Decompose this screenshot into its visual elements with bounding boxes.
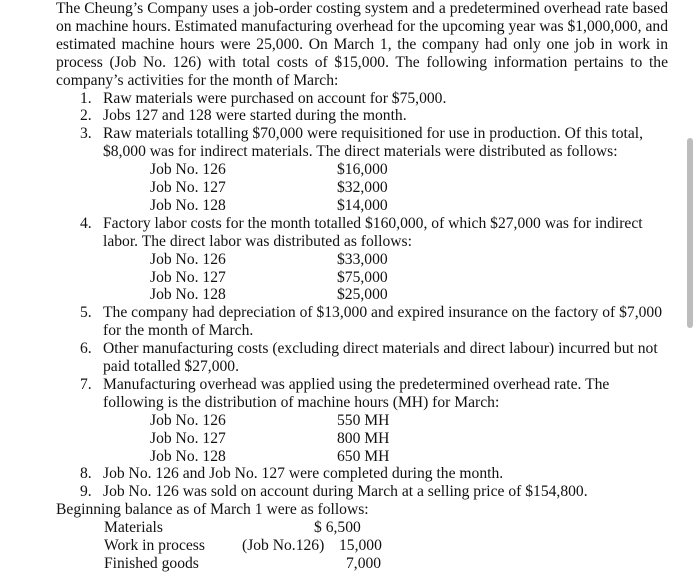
- list-item-3: [56, 125, 668, 161]
- job-label: Job No. 126: [150, 161, 226, 179]
- materials-row: [56, 161, 668, 179]
- list-item-4: [56, 215, 668, 251]
- list-item-9: [56, 483, 668, 501]
- balance-amount: 7,000: [346, 554, 382, 572]
- machine-hours-row: [56, 412, 668, 430]
- vertical-scrollbar[interactable]: [687, 138, 693, 328]
- item-text: Other manufacturing costs (excluding direct materials and direct labour) incurred but not paid totalled $27,000.: [103, 340, 658, 376]
- list-item-8: [56, 465, 668, 483]
- list-item-1: [56, 90, 668, 108]
- document-body: [56, 0, 668, 573]
- labor-row: [56, 251, 668, 269]
- balance-label: Finished goods: [104, 554, 199, 572]
- balance-amount: 15,000: [339, 537, 382, 555]
- item-number: 3.: [80, 125, 92, 143]
- job-label: Job No. 127: [150, 268, 226, 286]
- job-amount: $75,000: [337, 268, 388, 286]
- labor-row: [56, 286, 668, 304]
- item-number: 8.: [80, 465, 92, 483]
- job-amount: $16,000: [337, 161, 388, 179]
- item-text: Job No. 126 was sold on account during March at a selling price of $154,800.: [103, 483, 588, 501]
- item-number: 7.: [80, 375, 92, 393]
- item-text: Job No. 126 and Job No. 127 were completed during the month.: [103, 465, 504, 483]
- balance-amount: $ 6,500: [314, 519, 361, 537]
- item-number: 4.: [80, 214, 92, 232]
- beginning-balance-row: [56, 537, 668, 555]
- beginning-balance-row: [56, 519, 668, 537]
- list-item-7: [56, 376, 668, 412]
- list-item-6: [56, 340, 668, 376]
- job-label: Job No. 128: [150, 286, 226, 304]
- beginning-balance-row: [56, 555, 668, 573]
- job-amount: $25,000: [337, 286, 388, 304]
- item-number: 1.: [80, 89, 92, 107]
- item-number: 5.: [80, 304, 92, 322]
- job-label: Job No. 128: [150, 447, 226, 465]
- labor-row: [56, 269, 668, 287]
- item-text: Jobs 127 and 128 were started during the month.: [103, 107, 407, 125]
- machine-hours-row: [56, 430, 668, 448]
- job-label: Job No. 127: [150, 179, 226, 197]
- job-label: Job No. 126: [150, 250, 226, 268]
- item-number: 9.: [80, 483, 92, 501]
- job-amount: $33,000: [337, 250, 388, 268]
- machine-hours-row: [56, 448, 668, 466]
- balance-note: (Job No.126): [242, 537, 325, 555]
- item-text: Manufacturing overhead was applied using the predetermined overhead rate. The following is the distribution of machine hours (MH) for March:: [103, 375, 610, 411]
- balance-label: Work in process: [104, 537, 205, 555]
- job-label: Job No. 126: [150, 411, 226, 429]
- job-hours: 650 MH: [337, 447, 390, 465]
- item-number: 2.: [80, 107, 92, 125]
- materials-row: [56, 197, 668, 215]
- balance-label: Materials: [104, 519, 163, 537]
- item-number: 6.: [80, 340, 92, 358]
- beginning-balance-heading: Beginning balance as of March 1 were as follows:: [56, 501, 369, 519]
- job-hours: 800 MH: [337, 429, 390, 447]
- list-item-2: [56, 107, 668, 125]
- job-label: Job No. 128: [150, 196, 226, 214]
- list-item-5: [56, 304, 668, 340]
- job-amount: $32,000: [337, 179, 388, 197]
- item-text: Factory labor costs for the month totalled $160,000, of which $27,000 was for indirect labor. The direct labor was distributed as follows:: [103, 214, 643, 250]
- item-text: Raw materials were purchased on account for $75,000.: [103, 89, 447, 107]
- item-text: Raw materials totalling $70,000 were requisitioned for use in production. Of this total, $8,000 was for indirect materials. The direct materials were distributed as follows:: [103, 125, 644, 161]
- item-text: The company had depreciation of $13,000 and expired insurance on the factory of $7,000 for the month of March.: [103, 304, 663, 340]
- job-label: Job No. 127: [150, 429, 226, 447]
- intro-paragraph: The Cheung’s Company uses a job-order costing system and a predetermined overhead rate based on machine hours. Estimated manufacturing overhead for the upcoming year was $1,000,000, and estimated machine hours were 25,000. On March 1, the company had only one job in work in process (Job No. 126) with total costs of $15,000. The following information pertains to the company’s activities for the month of March:: [56, 0, 668, 89]
- job-hours: 550 MH: [337, 411, 390, 429]
- job-amount: $14,000: [337, 196, 388, 214]
- materials-row: [56, 179, 668, 197]
